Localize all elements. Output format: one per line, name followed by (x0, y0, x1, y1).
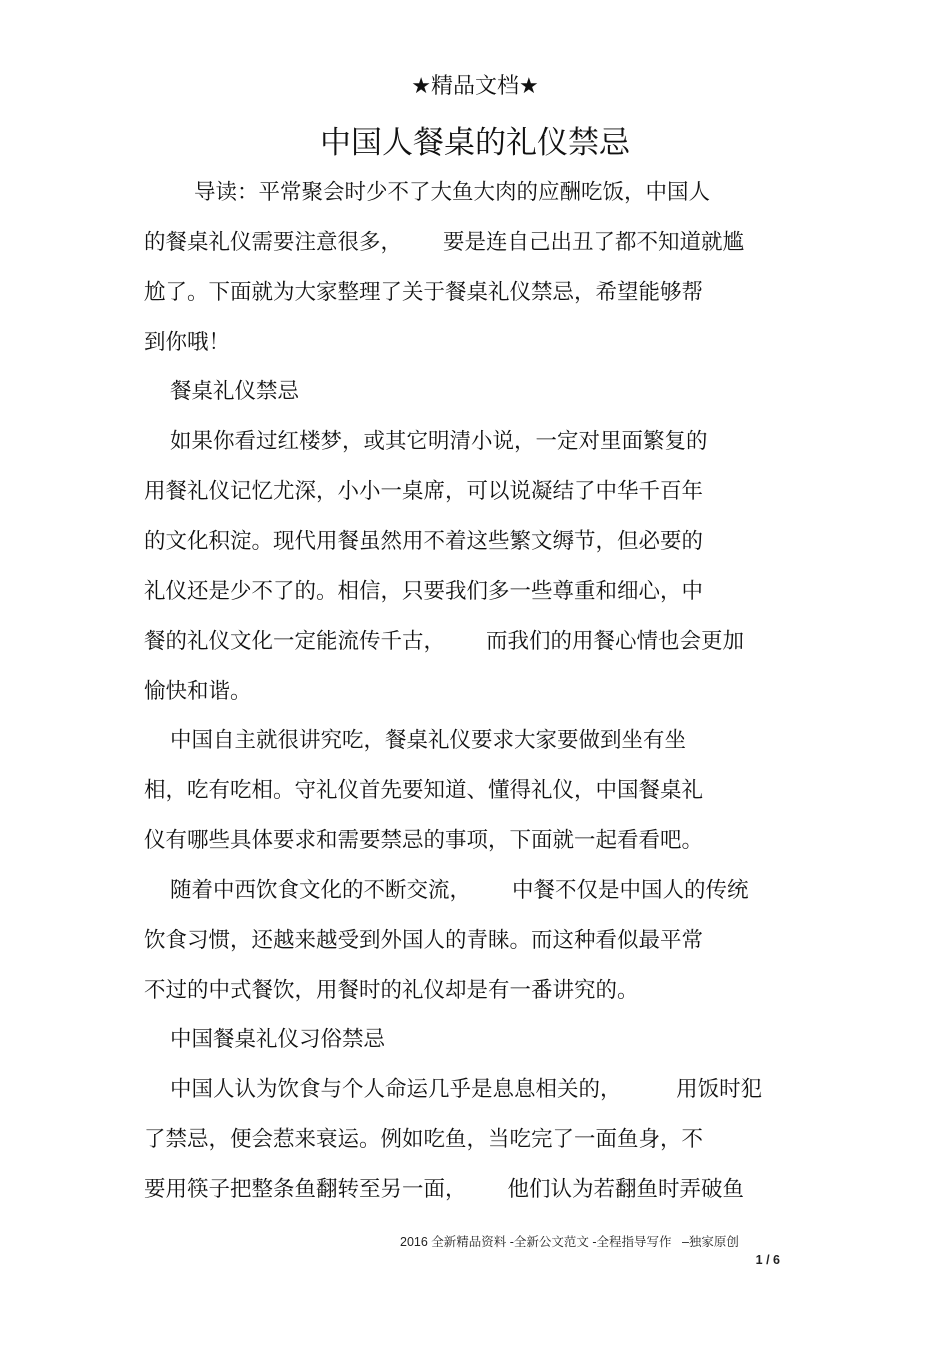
page-title: 中国人餐桌的礼仪禁忌 (320, 125, 630, 161)
paragraph-line: 中国人认为饮食与个人命运几乎是息息相关的， 用饭时犯 (170, 1077, 763, 1102)
paragraph-line: 到你哦！ (144, 330, 231, 355)
paragraph-line: 了禁忌，便会惹来衰运。例如吃鱼，当吃完了一面鱼身，不 (144, 1127, 704, 1152)
paragraph-line: 的文化积淀。现代用餐虽然用不着这些繁文缛节，但必要的 (144, 529, 704, 554)
section-heading: 餐桌礼仪禁忌 (170, 379, 300, 404)
paragraph-line: 随着中西饮食文化的不断交流， 中餐不仅是中国人的传统 (170, 878, 749, 903)
paragraph-line: 如果你看过红楼梦，或其它明清小说，一定对里面繁复的 (170, 429, 708, 454)
paragraph-line: 用餐礼仪记忆尤深，小小一桌席，可以说凝结了中华千百年 (144, 479, 704, 504)
paragraph-line: 的餐桌礼仪需要注意很多， 要是连自己出丑了都不知道就尴 (144, 230, 745, 255)
section-heading: 中国餐桌礼仪习俗禁忌 (170, 1027, 386, 1052)
paragraph-line: 导读：平常聚会时少不了大鱼大肉的应酬吃饭，中国人 (194, 180, 711, 205)
paragraph-line: 要用筷子把整条鱼翻转至另一面， 他们认为若翻鱼时弄破鱼 (144, 1177, 745, 1202)
paragraph-line: 尬了。下面就为大家整理了关于餐桌礼仪禁忌，希望能够帮 (144, 280, 704, 305)
paragraph-line: 愉快和谐。 (144, 679, 252, 704)
paragraph-line: 仪有哪些具体要求和需要禁忌的事项，下面就一起看看吧。 (144, 828, 704, 853)
paragraph-line: 餐的礼仪文化一定能流传千古， 而我们的用餐心情也会更加 (144, 629, 745, 654)
paragraph-line: 饮食习惯，还越来越受到外国人的青睐。而这种看似最平常 (144, 928, 704, 953)
page-number: 1 / 6 (755, 1253, 780, 1267)
page-header: ★精品文档★ (411, 74, 539, 99)
paragraph-line: 礼仪还是少不了的。相信，只要我们多一些尊重和细心，中 (144, 579, 704, 604)
page-footer: 2016 全新精品资料 -全新公文范文 -全程指导写作 –独家原创 (400, 1235, 739, 1249)
paragraph-line: 中国自主就很讲究吃，餐桌礼仪要求大家要做到坐有坐 (170, 728, 687, 753)
paragraph-line: 不过的中式餐饮，用餐时的礼仪却是有一番讲究的。 (144, 978, 639, 1003)
paragraph-line: 相，吃有吃相。守礼仪首先要知道、懂得礼仪，中国餐桌礼 (144, 778, 704, 803)
